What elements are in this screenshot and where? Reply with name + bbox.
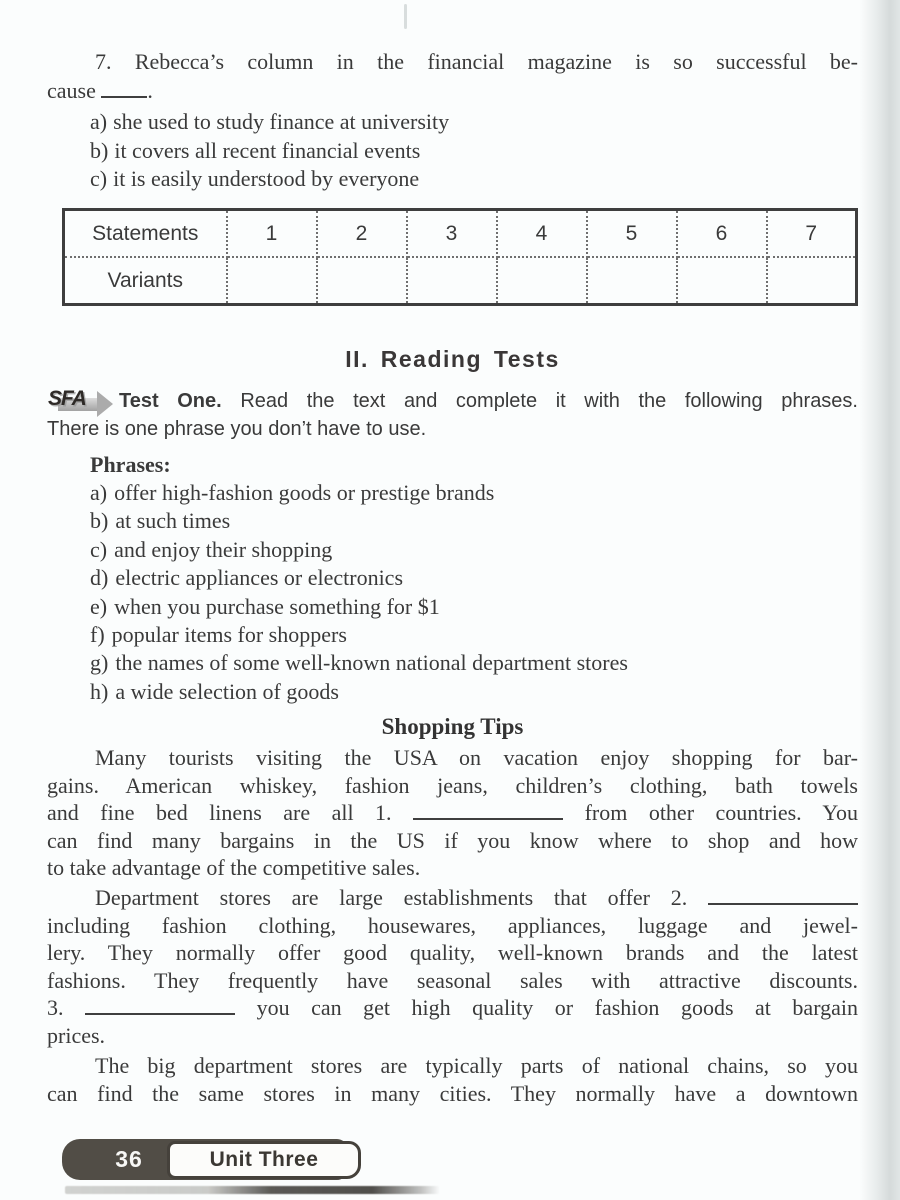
answer-blank-3 (85, 1013, 235, 1015)
phrase-label: f) (90, 622, 105, 648)
question-options (90, 108, 858, 194)
text-line: Many tourists visiting the USA on vacation enjoy shopping for bar- (95, 745, 858, 770)
answer-table (62, 208, 858, 306)
phrase-a (90, 479, 858, 507)
option-a (90, 108, 858, 137)
intro-line: There is one phrase you don’t have to use. (47, 418, 427, 440)
phrase-text: at such times (115, 508, 231, 534)
phrase-label: h) (90, 678, 109, 704)
scan-artifact-page-edge (65, 1186, 440, 1194)
text-line (47, 799, 858, 827)
passage-paragraph-2 (47, 884, 858, 1050)
text-line: prices. (47, 1022, 106, 1048)
sfa-arrow-icon (48, 385, 118, 423)
phrase-label: e) (90, 593, 108, 619)
scan-artifact-mark (404, 4, 407, 29)
option-text: it covers all recent financial events (114, 137, 421, 163)
phrase-text: electric appliances or electronics (115, 565, 404, 591)
phrase-text: popular items for shoppers (111, 622, 347, 648)
option-b (90, 137, 858, 166)
question-text-line (47, 76, 858, 106)
phrase-label: g) (90, 650, 109, 676)
intro-text: Read the text and complete it with the following phrases. (240, 390, 858, 412)
statement-number-cell: 4 (497, 210, 587, 258)
text-line: to take advantage of the competitive sales. (47, 855, 421, 881)
line-text: and fine bed linens are all 1. (47, 800, 392, 826)
phrase-text: offer high-fashion goods or prestige brands (114, 480, 495, 505)
text-line (47, 884, 858, 912)
variant-answer-cell (767, 257, 857, 305)
statement-number-cell: 7 (767, 210, 857, 258)
option-text: she used to study finance at university (113, 109, 450, 134)
page-edge-shadow (860, 0, 900, 1200)
text-line: including fashion clothing, housewares, appliances, luggage and jewel- (47, 912, 858, 938)
sfa-logo-label: SFA (48, 387, 86, 410)
option-label: b) (90, 137, 109, 163)
statement-number-cell: 5 (587, 210, 677, 258)
table-row-variants (64, 257, 857, 305)
variant-answer-cell (587, 257, 677, 305)
variant-answer-cell (497, 257, 587, 305)
text-line: gains. American whiskey, fashion jeans, children’s clothing, bath towels (47, 772, 858, 798)
text-line: can find the same stores in many cities. They normally have a downtown (47, 1080, 858, 1106)
question-text-line: 7. Rebecca’s column in the financial magazine is so successful be- (95, 49, 858, 74)
phrase-label: b) (90, 508, 109, 534)
phrase-label: a) (90, 480, 108, 505)
phrase-text: when you purchase something for $1 (114, 593, 440, 619)
statement-number-cell: 1 (227, 210, 317, 258)
statement-number-cell: 3 (407, 210, 497, 258)
passage-title: Shopping Tips (381, 714, 524, 739)
line-text: 3. (47, 995, 64, 1021)
answer-blank-1 (413, 818, 563, 820)
answer-blank (101, 96, 147, 98)
phrase-text: and enjoy their shopping (114, 536, 333, 562)
variant-answer-cell (677, 257, 767, 305)
intro-line (47, 387, 858, 415)
phrase-c (90, 536, 858, 564)
variant-answer-cell (227, 257, 317, 305)
passage-paragraph-1 (47, 744, 858, 882)
phrase-text: the names of some well-known national department stores (115, 650, 628, 676)
phrases-list (47, 451, 858, 706)
option-c (90, 165, 858, 194)
phrase-text: a wide selection of goods (115, 678, 339, 704)
question-text: cause (47, 78, 96, 103)
option-text: it is easily understood by everyone (113, 166, 420, 191)
phrase-label: d) (90, 565, 109, 591)
text-line (47, 994, 858, 1022)
page-number: 36 (115, 1146, 143, 1172)
variant-answer-cell (317, 257, 407, 305)
page-footer (62, 1139, 407, 1180)
variant-answer-cell (407, 257, 497, 305)
phrase-g (90, 649, 858, 677)
text-line: lery. They normally offer good quality, well-known brands and the latest (47, 940, 858, 966)
phrase-e (90, 593, 858, 621)
test-one-intro (47, 387, 858, 443)
phrase-label: c) (90, 536, 108, 562)
text-line: can find many bargains in the US if you know where to shop and how (47, 827, 858, 853)
line-text: from other countries. You (584, 800, 859, 826)
option-label: c) (90, 166, 108, 191)
question-7 (47, 48, 858, 194)
line-text: you can get high quality or fashion goods at bargain (256, 995, 858, 1021)
answer-blank-2 (708, 903, 858, 905)
test-name: Test One. (119, 390, 222, 412)
option-label: a) (90, 109, 108, 134)
phrase-h (90, 678, 858, 706)
question-text: . (147, 78, 153, 103)
statements-header-cell: Statements (64, 210, 227, 258)
table-row-statements (64, 210, 857, 258)
variants-header-cell: Variants (64, 257, 227, 305)
phrases-heading: Phrases: (90, 452, 171, 477)
line-text: Department stores are large establishments that offer 2. (95, 885, 688, 910)
statement-number-cell: 2 (317, 210, 407, 258)
phrase-d (90, 564, 858, 592)
phrase-b (90, 507, 858, 535)
text-line: The big department stores are typically parts of national chains, so you (95, 1053, 858, 1078)
passage-paragraph-3 (47, 1052, 858, 1107)
statement-number-cell: 6 (677, 210, 767, 258)
text-line: fashions. They frequently have seasonal sales with attractive discounts. (47, 967, 858, 993)
phrase-f (90, 621, 858, 649)
section-title: II. Reading Tests (345, 346, 560, 372)
unit-label: Unit Three (167, 1141, 361, 1179)
